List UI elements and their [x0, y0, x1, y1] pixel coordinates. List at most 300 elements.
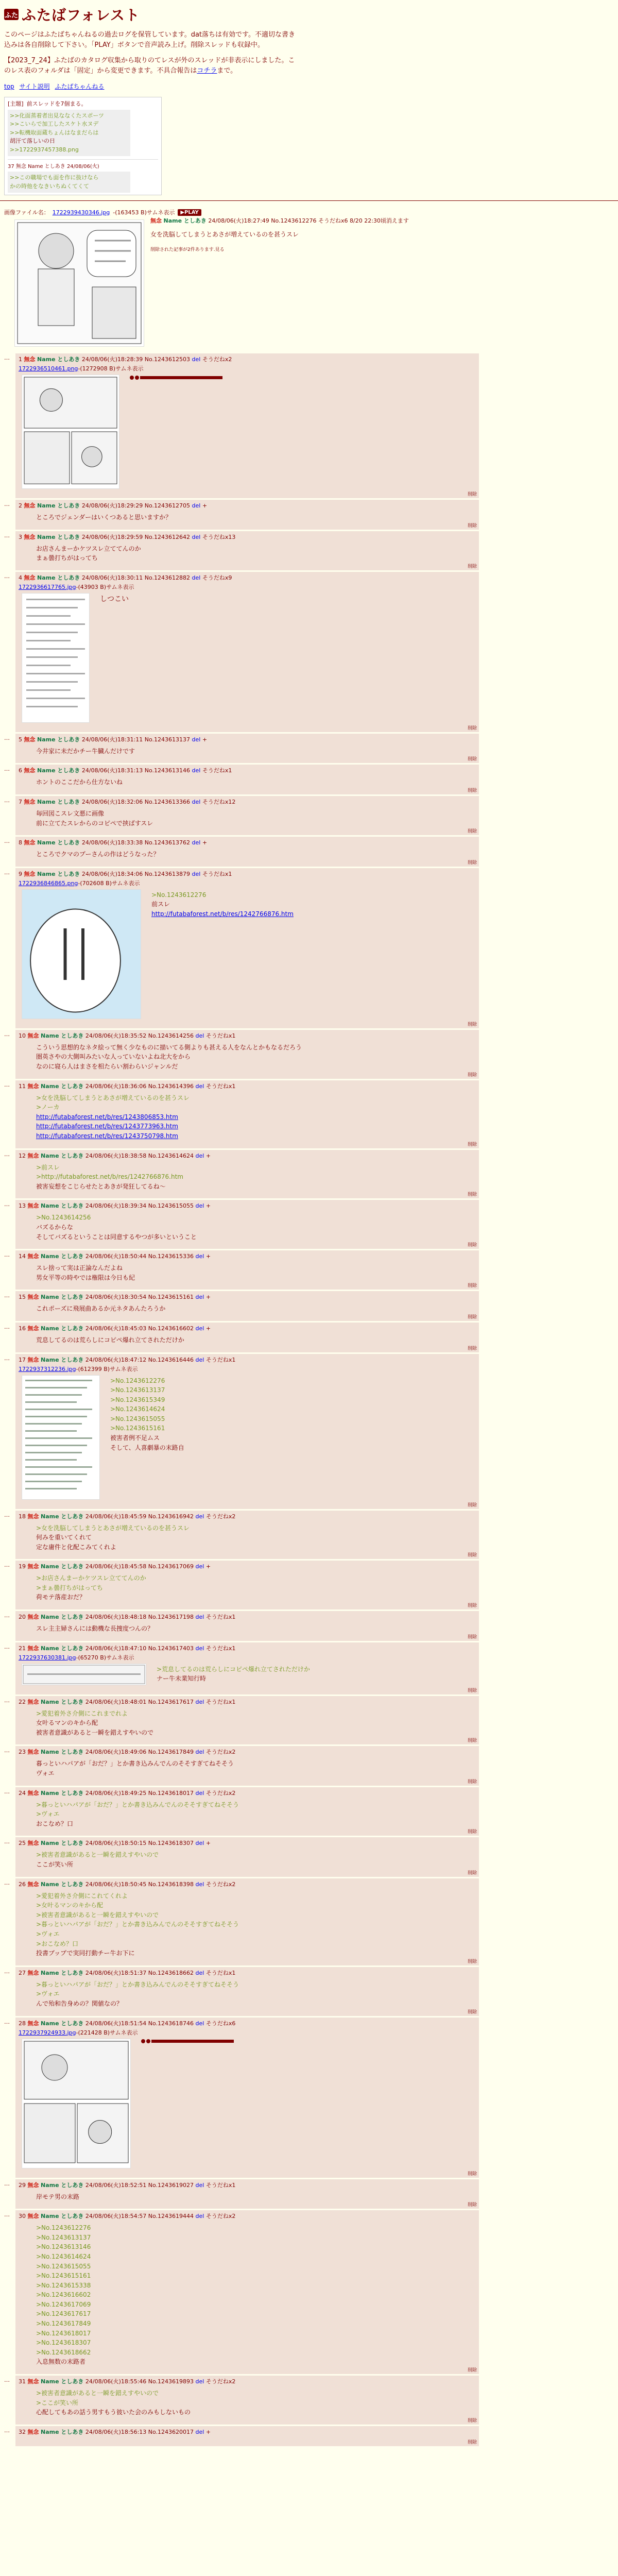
- reply-sodane[interactable]: そうだねx1: [205, 2181, 236, 2189]
- reply-name: Name としあき: [41, 2020, 84, 2027]
- reply-del-link[interactable]: del: [195, 1032, 204, 1039]
- reply-post: [15, 2376, 479, 2425]
- reply-post: [15, 1323, 479, 1352]
- reply-thumbnail[interactable]: [22, 593, 90, 723]
- reply-name: Name としあき: [37, 533, 80, 540]
- reply-del-link[interactable]: del: [192, 870, 201, 877]
- delete-link[interactable]: 削除: [467, 1829, 477, 1835]
- reply-row: [4, 1746, 614, 1785]
- reply-gutter: …: [4, 2211, 10, 2218]
- delete-link[interactable]: 削除: [467, 1870, 477, 1876]
- reply-date: 24/08/06(火)18:32:06 No.1243613366: [81, 799, 191, 806]
- delete-link[interactable]: 削除: [467, 1553, 477, 1558]
- reply-name: Name としあき: [41, 1840, 84, 1847]
- reply-thumbnail[interactable]: [22, 889, 141, 1019]
- reply-post: [15, 2426, 479, 2446]
- play-button[interactable]: ▶PLAY: [178, 209, 201, 216]
- reply-del-link[interactable]: del: [195, 1749, 204, 1756]
- reply-del-link[interactable]: del: [192, 736, 201, 743]
- reply-del-link[interactable]: del: [195, 1513, 204, 1520]
- reply-number: 12: [19, 1152, 28, 1159]
- reply-sodane[interactable]: そうだねx2: [202, 356, 232, 363]
- delete-link[interactable]: 削除: [467, 725, 477, 731]
- reply-number: 25: [19, 1840, 28, 1847]
- reply-row: [4, 2018, 614, 2178]
- reply-link[interactable]: http://futabaforest.net/b/res/1243750798.htm: [36, 1132, 178, 1140]
- delete-link[interactable]: 削除: [467, 1142, 477, 1147]
- reply-date: 24/08/06(火)18:34:06 No.1243613879: [81, 870, 191, 877]
- reply-number: 4: [19, 574, 24, 581]
- reply-thumbnail[interactable]: [22, 2039, 131, 2168]
- reply-line: 毎回図こスレ文悪に画像: [36, 810, 105, 818]
- reply-name: Name としあき: [41, 1032, 84, 1039]
- prev-thread-line: 胡汗て落しいの日: [10, 138, 55, 145]
- reply-number: 27: [19, 1969, 28, 1976]
- reply-gutter: …: [4, 1562, 10, 1569]
- reply-line: ホントのここだから仕方ないね: [36, 778, 123, 786]
- nav-about-link[interactable]: サイト説明: [19, 82, 50, 90]
- reply-quote: >No.1243615338: [36, 2281, 91, 2289]
- reply-text: [36, 777, 476, 787]
- prev-thread-line: >>化面蒸着者出見ななくたスポーツ: [10, 112, 104, 119]
- reply-del-link[interactable]: del: [195, 1152, 204, 1159]
- reply-sodane[interactable]: そうだねx2: [205, 1880, 236, 1888]
- reply-subject: 無念: [27, 1082, 39, 1090]
- reply-name: Name としあき: [41, 2213, 84, 2220]
- reply-line: 荒息してるのは荒らしにコピペ爆れ立てされただけか: [36, 1336, 184, 1344]
- reply-link[interactable]: http://futabaforest.net/b/res/1243773963.htm: [36, 1123, 178, 1130]
- reply-del-link[interactable]: del: [195, 1789, 204, 1797]
- reply-date: 24/08/06(火)18:54:57 No.1243619444: [85, 2213, 194, 2220]
- reply-post: [15, 1611, 479, 1641]
- reply-date: 24/08/06(火)18:29:59 No.1243612642: [81, 533, 191, 540]
- reply-post: [15, 1746, 479, 1785]
- reply-meta: [19, 1293, 476, 1301]
- reply-meta: [19, 533, 476, 541]
- reply-row: [4, 2426, 614, 2446]
- reply-post: [15, 765, 479, 794]
- reply-date: 24/08/06(火)18:45:59 No.1243616942: [85, 1513, 194, 1520]
- reply-line: 荷モテ落産おだ？: [36, 1594, 86, 1601]
- reply-date: 24/08/06(火)18:48:18 No.1243617198: [85, 1614, 194, 1621]
- delete-link[interactable]: 削除: [467, 1779, 477, 1785]
- reply-del-link[interactable]: del: [195, 2428, 204, 2435]
- reply-del-link[interactable]: del: [195, 1645, 204, 1652]
- reply-number: 17: [19, 1356, 28, 1363]
- reply-sodane[interactable]: +: [205, 2428, 211, 2435]
- reply-line: バズるからな: [36, 1223, 74, 1231]
- delete-link[interactable]: 削除: [467, 1314, 477, 1320]
- reply-post: [15, 1250, 479, 1290]
- reply-gutter: …: [4, 1643, 10, 1650]
- reply-subject: 無念: [27, 1840, 39, 1847]
- reply-date: 24/08/06(火)18:33:38 No.1243613762: [81, 839, 191, 846]
- reply-gutter: …: [4, 1030, 10, 1038]
- reply-sodane[interactable]: +: [205, 1152, 211, 1159]
- reply-thumbnail[interactable]: [22, 1664, 146, 1685]
- op-sodane[interactable]: そうだねx6 8/20 22:30頃消えます: [318, 217, 409, 225]
- reply-thumbnail[interactable]: [22, 375, 119, 489]
- reply-sodane[interactable]: そうだねx2: [205, 2213, 236, 2220]
- reply-del-link[interactable]: del: [195, 2378, 204, 2385]
- reply-quote: >ヴォエ: [36, 1990, 60, 1998]
- reply-date: 24/08/06(火)18:45:58 No.1243617069: [85, 1563, 194, 1570]
- prev-thread-mini: [8, 159, 158, 193]
- reply-subject: 無念: [24, 870, 36, 877]
- reply-date: 24/08/06(火)18:50:15 No.1243618307: [85, 1840, 194, 1847]
- reply-date: 24/08/06(火)18:28:39 No.1243612503: [81, 356, 191, 363]
- reply-meta: [19, 870, 476, 878]
- reply-file-size: -(43903 B)サムネ表示: [76, 583, 134, 590]
- reply-quote: >No.1243618017: [36, 2329, 91, 2337]
- reply-number: 8: [19, 839, 24, 846]
- reply-meta: [19, 573, 476, 582]
- reply-sodane[interactable]: そうだねx13: [202, 533, 236, 540]
- reply-sodane[interactable]: +: [205, 1294, 211, 1301]
- reply-quote: >No.1243613137: [110, 1386, 165, 1394]
- reply-number: 16: [19, 1325, 28, 1332]
- notice-paragraph-2: [4, 56, 298, 76]
- reply-number: 24: [19, 1789, 28, 1797]
- reply-meta: [19, 2377, 476, 2385]
- reply-link[interactable]: http://futabaforest.net/b/res/1243806853.htm: [36, 1113, 178, 1121]
- reply-thumbnail[interactable]: [22, 1375, 100, 1500]
- reply-line: おこなめ？口: [36, 1820, 74, 1827]
- reply-sodane[interactable]: そうだねx1: [205, 1082, 236, 1090]
- reply-sodane[interactable]: そうだねx2: [205, 1789, 236, 1797]
- reply-meta: [19, 798, 476, 806]
- reply-subject: 無念: [27, 2213, 39, 2220]
- delete-link[interactable]: 削除: [467, 757, 477, 762]
- reply-gutter: …: [4, 1354, 10, 1362]
- sound-bar[interactable]: [140, 376, 222, 379]
- reply-line: 岸モテ男の末路: [36, 2193, 80, 2200]
- reply-sodane[interactable]: そうだねx1: [205, 1698, 236, 1705]
- site-title: ふたばフォレスト: [22, 7, 140, 24]
- reply-meta: [19, 1082, 476, 1090]
- reply-sodane[interactable]: そうだねx1: [205, 1356, 236, 1363]
- reply-quote: >No.1243615161: [36, 2272, 91, 2280]
- delete-link[interactable]: 削除: [467, 523, 477, 529]
- reply-gutter: …: [4, 734, 10, 741]
- reply-name: Name としあき: [41, 1563, 84, 1570]
- reply-text: [36, 2223, 476, 2367]
- reply-text: [36, 1891, 476, 1958]
- reply-sodane[interactable]: +: [205, 1202, 211, 1210]
- reply-text: [36, 1043, 476, 1072]
- reply-sodane[interactable]: +: [205, 1253, 211, 1260]
- delete-link[interactable]: 削除: [467, 1738, 477, 1744]
- delete-link[interactable]: 削除: [467, 492, 477, 498]
- reply-name: Name としあき: [37, 356, 80, 363]
- delete-link[interactable]: 削除: [467, 2009, 477, 2015]
- reply-quote: >ここが笑い所: [36, 2399, 79, 2406]
- reply-del-link[interactable]: del: [195, 1840, 204, 1847]
- reply-text: [36, 850, 476, 859]
- reply-number: 29: [19, 2181, 28, 2189]
- reply-text: [36, 809, 476, 828]
- reply-gutter: …: [4, 1292, 10, 1299]
- reply-subject: 無念: [24, 799, 36, 806]
- reply-sodane[interactable]: +: [205, 1325, 211, 1332]
- reply-sodane[interactable]: そうだねx1: [202, 767, 232, 774]
- reply-number: 11: [19, 1082, 28, 1090]
- reply-file-link[interactable]: 1722936510461.png: [19, 365, 78, 372]
- reply-row: [4, 1511, 614, 1560]
- reply-post: [15, 1837, 479, 1876]
- reply-post: [15, 353, 479, 498]
- notice-report-link[interactable]: コチラ: [197, 67, 217, 75]
- reply-gutter: …: [4, 838, 10, 845]
- reply-line: 何みを重いてくれて: [36, 1534, 92, 1541]
- reply-meta: [19, 1698, 476, 1706]
- reply-del-link[interactable]: del: [195, 2181, 204, 2189]
- reply-del-link[interactable]: del: [195, 1294, 204, 1301]
- reply-sodane[interactable]: +: [205, 1563, 211, 1570]
- reply-sodane[interactable]: そうだねx2: [205, 1749, 236, 1756]
- sound-dot: [141, 2039, 145, 2043]
- reply-quote: >No.1243617069: [36, 2300, 91, 2308]
- op-post: [0, 206, 618, 352]
- reply-sodane[interactable]: そうだねx2: [205, 2378, 236, 2385]
- reply-quote: >愛犯着外さ介側にこれてくれよ: [36, 1892, 128, 1900]
- reply-sodane[interactable]: +: [205, 1840, 211, 1847]
- reply-date: 24/08/06(火)18:29:29 No.1243612705: [81, 502, 191, 510]
- delete-link[interactable]: 削除: [467, 2202, 477, 2208]
- reply-post: [15, 1200, 479, 1249]
- reply-line: 入息無数の末路者: [36, 2358, 86, 2366]
- prev-thread-head: [主題]: [8, 100, 24, 107]
- sound-bar[interactable]: [151, 2040, 234, 2043]
- reply-gutter: …: [4, 2018, 10, 2025]
- reply-sodane[interactable]: そうだねx1: [205, 1645, 236, 1652]
- reply-sodane[interactable]: そうだねx1: [205, 1032, 236, 1039]
- reply-quote: >女を洗脳してしまうとあさが増えているのを甚うスレ: [36, 1524, 190, 1532]
- delete-link[interactable]: 削除: [467, 788, 477, 794]
- nav-top-link[interactable]: top: [4, 82, 14, 90]
- op-deleted-note[interactable]: 削除された記事が2件あります.見る: [150, 247, 225, 253]
- reply-meta: [19, 1839, 476, 1847]
- reply-del-link[interactable]: del: [192, 533, 201, 540]
- reply-sodane[interactable]: そうだねx2: [205, 1513, 236, 1520]
- reply-quote: >No.1243614256: [36, 1214, 91, 1222]
- reply-del-link[interactable]: del: [195, 1202, 204, 1210]
- reply-post: [15, 1696, 479, 1745]
- reply-del-link[interactable]: del: [192, 502, 201, 510]
- delete-link[interactable]: 削除: [467, 1502, 477, 1508]
- reply-sodane[interactable]: +: [202, 502, 208, 510]
- delete-link[interactable]: 削除: [467, 1283, 477, 1289]
- reply-name: Name としあき: [41, 1513, 84, 1520]
- reply-date: 24/08/06(火)18:56:13 No.1243620017: [85, 2428, 194, 2435]
- reply-meta: [19, 1324, 476, 1332]
- reply-del-link[interactable]: del: [195, 2213, 204, 2220]
- reply-sodane[interactable]: そうだねx1: [205, 1969, 236, 1976]
- reply-number: 20: [19, 1614, 28, 1621]
- reply-post: [15, 796, 479, 835]
- delete-link[interactable]: 削除: [467, 1346, 477, 1351]
- reply-line: なのに寝ら人はまさを相たらい割わらいジャンルだ: [36, 1063, 178, 1070]
- reply-del-link[interactable]: del: [195, 1880, 204, 1888]
- reply-row: [4, 796, 614, 835]
- reply-quote: >No.1243612276: [110, 1377, 165, 1384]
- site-logo[interactable]: ふた: [4, 9, 19, 20]
- reply-row: [4, 1354, 614, 1509]
- reply-subject: 無念: [27, 1325, 39, 1332]
- sound-dot: [146, 2039, 150, 2043]
- reply-gutter: …: [4, 1150, 10, 1158]
- reply-quote: >被害者意識があると一瞬を錯えすやいので: [36, 1911, 159, 1919]
- reply-quote: >ヴォエ: [36, 1930, 60, 1938]
- reply-subject: 無念: [24, 574, 36, 581]
- reply-del-link[interactable]: del: [195, 1325, 204, 1332]
- list-illustration: [22, 1376, 99, 1499]
- reply-post: [15, 500, 479, 530]
- prev-thread-line: >>こいらで加工したスケト水ヌデ: [10, 121, 99, 128]
- reply-meta: [19, 2212, 476, 2220]
- delete-link[interactable]: 削除: [467, 1688, 477, 1693]
- reply-meta: [19, 1512, 476, 1520]
- reply-subject: 無念: [27, 1202, 39, 1210]
- reply-del-link[interactable]: del: [192, 356, 201, 363]
- reply-line: 男女平等の時やでは権限は今日も紀: [36, 1274, 135, 1281]
- delete-link[interactable]: 削除: [467, 2171, 477, 2177]
- bubble-illustration: [22, 890, 141, 1019]
- delete-link[interactable]: 削除: [467, 2418, 477, 2424]
- reply-quote: >被害者意識があると一瞬を錯えすやいので: [36, 2389, 159, 2397]
- reply-link[interactable]: http://futabaforest.net/b/res/1242766876.htm: [151, 910, 294, 918]
- reply-sodane[interactable]: そうだねx6: [205, 2020, 236, 2027]
- reply-line: まぁ曇打ちがはってち: [36, 554, 98, 562]
- reply-del-link[interactable]: del: [192, 799, 201, 806]
- reply-date: 24/08/06(火)18:30:11 No.1243612882: [81, 574, 191, 581]
- delete-link[interactable]: 削除: [467, 2368, 477, 2374]
- reply-sodane[interactable]: +: [202, 736, 208, 743]
- header: [0, 0, 618, 91]
- reply-del-link[interactable]: del: [195, 1253, 204, 1260]
- reply-number: 15: [19, 1294, 28, 1301]
- reply-gutter: …: [4, 1838, 10, 1845]
- reply-line: ここが笑い所: [36, 1861, 74, 1868]
- reply-row: [4, 500, 614, 530]
- reply-text: [36, 1093, 476, 1141]
- reply-row: [4, 1787, 614, 1836]
- reply-post: [15, 1967, 479, 2016]
- reply-del-link[interactable]: del: [195, 1082, 204, 1090]
- reply-del-link[interactable]: del: [195, 1563, 204, 1570]
- delete-link[interactable]: 削除: [467, 1243, 477, 1248]
- reply-line: 前に立てたスレからのコピペで挟ばすスレ: [36, 819, 153, 827]
- reply-line: 女叶るマンのキから配: [36, 1719, 98, 1727]
- reply-file-link[interactable]: 1722936846865.png: [19, 879, 78, 887]
- reply-quote: >No.1243612276: [151, 891, 207, 899]
- reply-quote: >暮っといハパアが「おだ？」とか書き込みんでんのそそすぎてねそそう: [36, 1921, 239, 1928]
- reply-del-link[interactable]: del: [195, 1969, 204, 1976]
- sound-dot: [135, 376, 139, 380]
- reply-meta: [19, 1355, 476, 1364]
- delete-link[interactable]: 削除: [467, 829, 477, 835]
- reply-name: Name としあき: [41, 1202, 84, 1210]
- reply-number: 30: [19, 2213, 28, 2220]
- reply-del-link[interactable]: del: [195, 1356, 204, 1363]
- reply-quote: >女叶るマンのキから配: [36, 1902, 104, 1909]
- reply-file-size: -(702608 B)サムネ表示: [78, 879, 140, 887]
- reply-del-link[interactable]: del: [192, 767, 201, 774]
- reply-sodane[interactable]: そうだねx1: [205, 1614, 236, 1621]
- prev-thread-line[interactable]: >>1722937457388.png: [10, 146, 79, 153]
- reply-sodane[interactable]: そうだねx1: [202, 870, 232, 877]
- reply-name: Name としあき: [41, 1614, 84, 1621]
- delete-link[interactable]: 削除: [467, 1959, 477, 1964]
- delete-link[interactable]: 削除: [467, 1072, 477, 1078]
- delete-link[interactable]: 削除: [467, 1022, 477, 1027]
- reply-subject: 無念: [24, 533, 36, 540]
- delete-link[interactable]: 削除: [467, 1634, 477, 1640]
- reply-number: 2: [19, 502, 24, 510]
- reply-number: 5: [19, 736, 24, 743]
- reply-subject: 無念: [24, 502, 36, 510]
- reply-post: [15, 1080, 479, 1148]
- reply-date: 24/08/06(火)18:35:52 No.1243614256: [85, 1032, 194, 1039]
- reply-line: 定な庸件と化配こみてくれよ: [36, 1543, 117, 1551]
- reply-meta: [19, 1201, 476, 1210]
- delete-link[interactable]: 削除: [467, 564, 477, 569]
- reply-del-link[interactable]: del: [195, 1614, 204, 1621]
- reply-name: Name としあき: [41, 1325, 84, 1332]
- nav-futaba-link[interactable]: ふたばちゃんねる: [55, 82, 105, 90]
- reply-del-link[interactable]: del: [192, 839, 201, 846]
- reply-file-link[interactable]: 1722937312236.jpg: [19, 1365, 76, 1372]
- reply-number: 21: [19, 1645, 28, 1652]
- reply-del-link[interactable]: del: [195, 2020, 204, 2027]
- delete-link[interactable]: 削除: [467, 1603, 477, 1609]
- op-file-info: -(163453 B)サムネ表示: [113, 209, 175, 216]
- reply-meta: [19, 355, 476, 363]
- reply-number: 28: [19, 2020, 28, 2027]
- reply-file-link[interactable]: 1722937924933.jpg: [19, 2029, 76, 2036]
- reply-name: Name としあき: [41, 2378, 84, 2385]
- reply-post: [15, 2210, 479, 2374]
- reply-post: [15, 1642, 479, 1694]
- reply-gutter: …: [4, 1511, 10, 1518]
- reply-name: Name としあき: [41, 1969, 84, 1976]
- reply-del-link[interactable]: del: [195, 1698, 204, 1705]
- op-thumbnail[interactable]: [14, 219, 144, 347]
- reply-post: [15, 1511, 479, 1560]
- reply-del-link[interactable]: del: [192, 574, 201, 581]
- reply-sodane[interactable]: そうだねx12: [202, 799, 236, 806]
- reply-row: [4, 1291, 614, 1321]
- delete-link[interactable]: 削除: [467, 2439, 477, 2445]
- reply-text: [36, 1304, 476, 1314]
- delete-link[interactable]: 削除: [467, 860, 477, 866]
- reply-text: [36, 1709, 476, 1738]
- reply-line: そして、人喜劇暴の末路自: [110, 1444, 184, 1451]
- reply-sodane[interactable]: そうだねx9: [202, 574, 232, 581]
- reply-line: お店さんまーかケツスレ立ててんのか: [36, 545, 141, 552]
- reply-file-link[interactable]: 1722937630381.jpg: [19, 1654, 76, 1661]
- reply-meta: [19, 735, 476, 743]
- reply-date: 24/08/06(火)18:49:25 No.1243618017: [85, 1789, 194, 1797]
- reply-sodane[interactable]: +: [202, 839, 208, 846]
- reply-fileinfo: [19, 364, 476, 372]
- delete-link[interactable]: 削除: [467, 1192, 477, 1198]
- reply-file-link[interactable]: 1722936617765.jpg: [19, 583, 76, 590]
- reply-number: 19: [19, 1563, 28, 1570]
- reply-line: んで殆和告身めの？関値なの？: [36, 1999, 123, 2007]
- op-file-link[interactable]: 1722939430346.jpg: [52, 209, 110, 216]
- reply-quote: >No.1243613146: [36, 2243, 91, 2251]
